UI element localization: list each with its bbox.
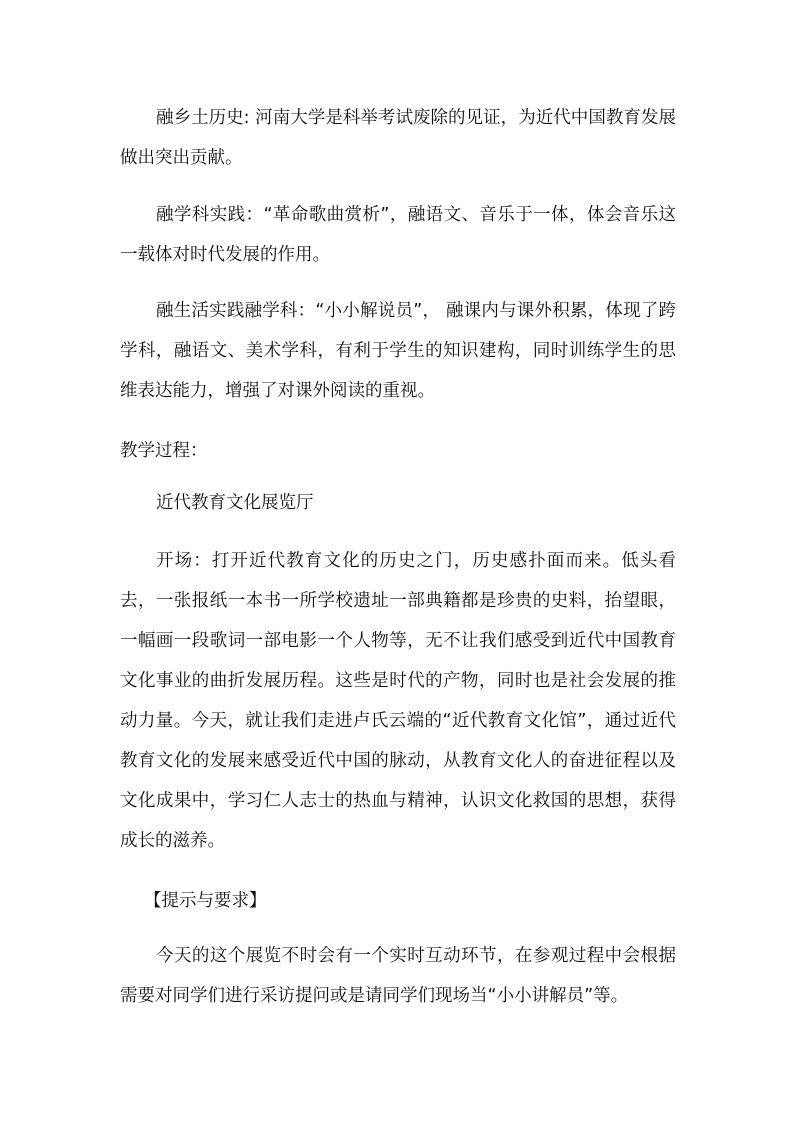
paragraph-subject-practice: 融学科实践：“革命歌曲赏析”，融语文、音乐于一体，体会音乐这一载体对时代发展的作用。 [120, 205, 676, 265]
exhibition-hall-title: 近代教育文化展览厅 [156, 493, 314, 513]
paragraph-opening: 开场：打开近代教育文化的历史之门，历史感扑面而来。低头看去，一张报纸一本书一所学校遗址一部典籍都是珍贵的史料，抬望眼，一幅画一段歌词一部电影一个人物等，无不让我们感受到近代中国教育文化事业的曲折发展历程。这些是时代的产物，同时也是社会发展的推动力量。今天，就让我们走进卢氏云端的“近代教育文化馆”，通过近代教育文化的发展来感受近代中国的脉动，从教育文化人的奋进征程以及文化成果中，学习仁人志士的热血与精神，认识文化救国的思想，获得成长的滋养。 [120, 551, 676, 851]
section-heading-teaching-process: 教学过程： [120, 441, 208, 461]
paragraph-life-practice: 融生活实践融学科：“小小解说员”， 融课内与课外积累，体现了跨学科，融语文、美术学科，有利于学生的知识建构，同时训练学生的思维表达能力，增强了对课外阅读的重视。 [120, 301, 676, 401]
paragraph-interaction: 今天的这个展览不时会有一个实时互动环节，在参观过程中会根据需要对同学们进行采访提问或是请同学们现场当“小小讲解员”等。 [120, 946, 676, 1006]
hint-requirements-heading: 【提示与要求】 [144, 891, 267, 911]
paragraph-local-history: 融乡土历史: 河南大学是科举考试废除的见证，为近代中国教育发展做出突出贡献。 [120, 108, 676, 168]
